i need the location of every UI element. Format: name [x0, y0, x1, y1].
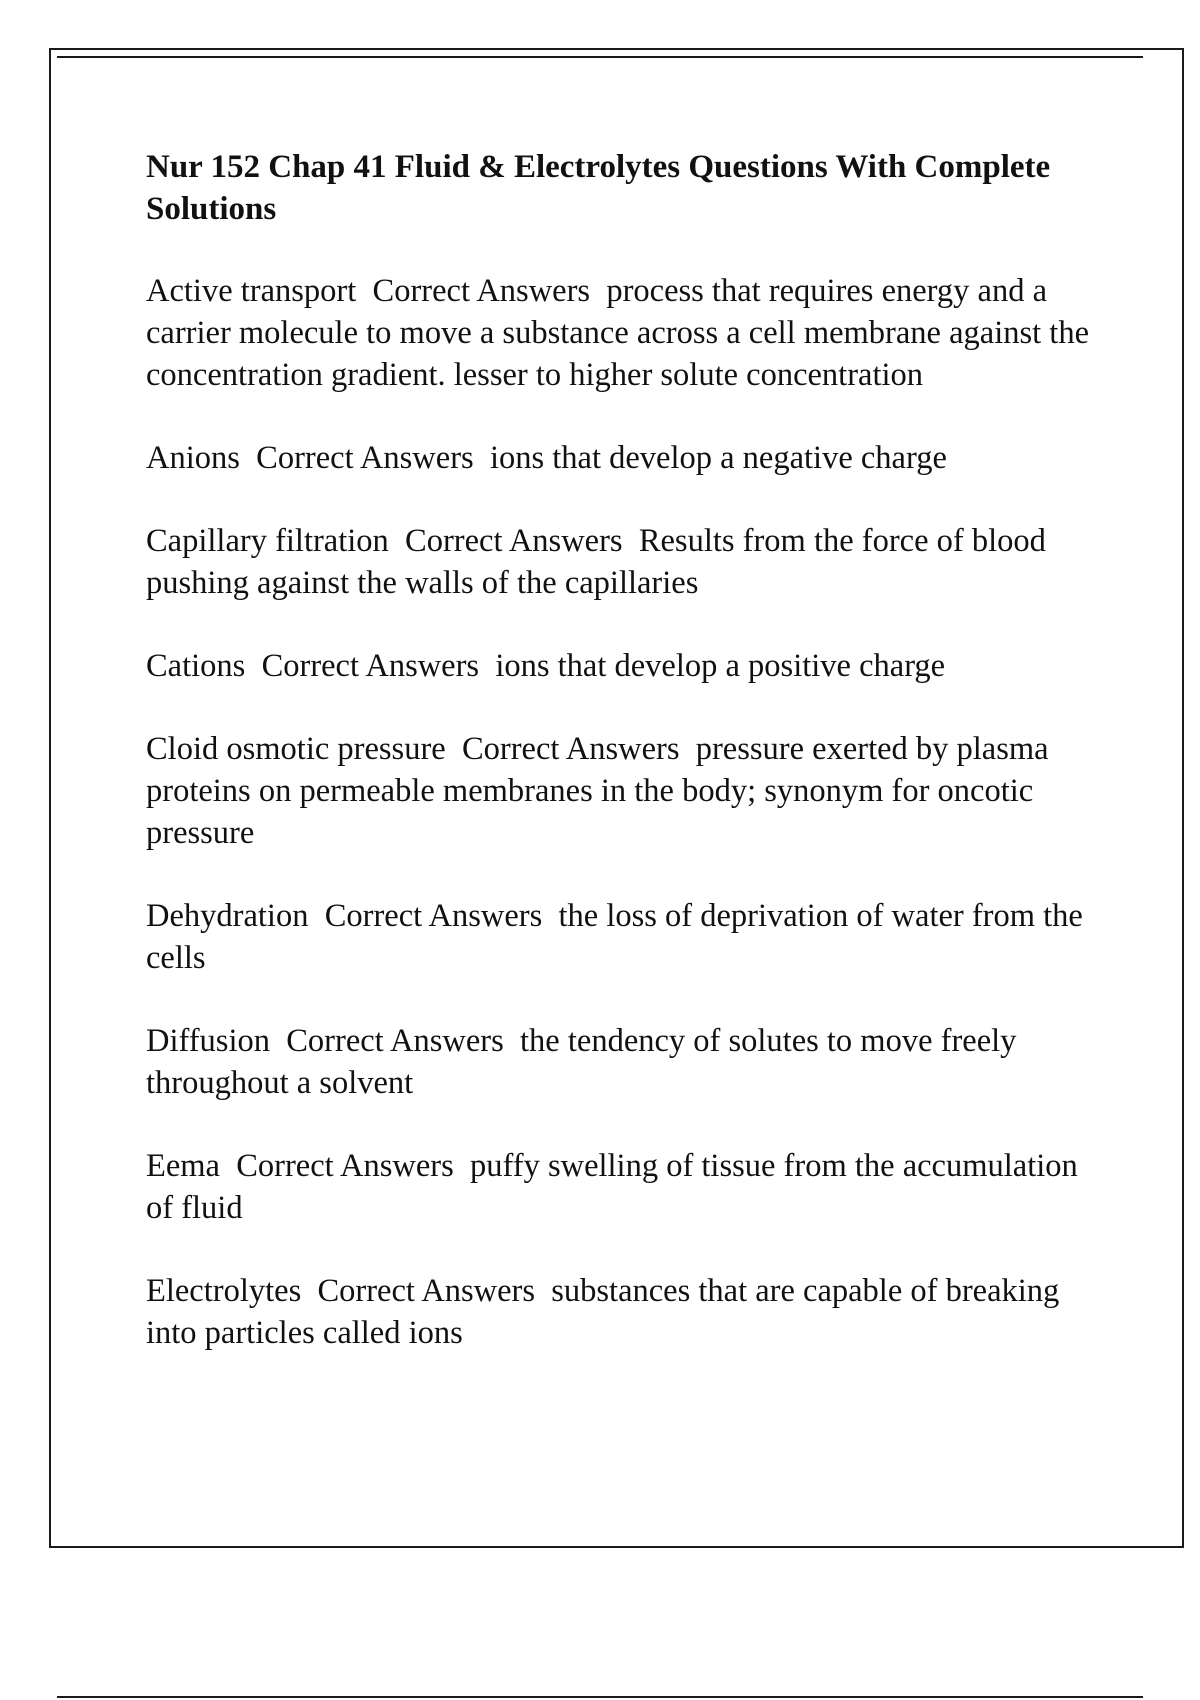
bottom-rule: [57, 1696, 1143, 1698]
entry-capillary-filtration: [146, 520, 1096, 604]
document-title: Nur 152 Chap 41 Fluid & Electrolytes Questions With Complete Solutions: [146, 149, 1051, 227]
entry-cloid-osmotic-pressure: [146, 728, 1096, 854]
top-rule: [57, 56, 1143, 58]
document-body: [146, 146, 1096, 1395]
entry-anions: [146, 437, 1096, 479]
entry-term: Dehydration: [146, 898, 309, 934]
entry-definition: the loss of deprivation of water from the cells: [146, 898, 1091, 976]
entry-term: Active transport: [146, 273, 357, 309]
entry-term: Cations: [146, 648, 246, 684]
entry-definition: the tendency of solutes to move freely throughout a solvent: [146, 1023, 1025, 1101]
entry-cations: [146, 645, 1096, 687]
entry-term: Diffusion: [146, 1023, 270, 1059]
entry-active-transport: [146, 270, 1096, 396]
entry-definition: pressure exerted by plasma proteins on permeable membranes in the body; synonym for oncotic pressure: [146, 731, 1057, 851]
entry-separator: Correct Answers: [270, 1023, 521, 1059]
entry-term: Eema: [146, 1148, 220, 1184]
entry-definition: process that requires energy and a carrier molecule to move a substance across a cell membrane against the concentration gradient. lesser to higher solute concentration: [146, 273, 1098, 393]
entry-diffusion: [146, 1020, 1096, 1104]
entry-separator: Correct Answers: [308, 898, 559, 934]
entry-definition: Results from the force of blood pushing against the walls of the capillaries: [146, 523, 1055, 601]
entry-dehydration: [146, 895, 1096, 979]
entry-definition: ions that develop a negative charge: [489, 440, 947, 476]
entry-separator: Correct Answers: [445, 731, 696, 767]
entry-separator: Correct Answers: [245, 648, 496, 684]
entry-eema: [146, 1145, 1096, 1229]
entry-separator: Correct Answers: [301, 1273, 552, 1309]
entry-definition: ions that develop a positive charge: [495, 648, 946, 684]
entry-separator: Correct Answers: [388, 523, 639, 559]
entry-separator: Correct Answers: [239, 440, 490, 476]
entry-term: Anions: [146, 440, 240, 476]
entry-term: Electrolytes: [146, 1273, 302, 1309]
entry-term: Cloid osmotic pressure: [146, 731, 446, 767]
entry-electrolytes: [146, 1270, 1096, 1354]
entry-definition: substances that are capable of breaking into particles called ions: [146, 1273, 1068, 1351]
entry-term: Capillary filtration: [146, 523, 389, 559]
entry-separator: Correct Answers: [219, 1148, 471, 1184]
entry-definition: puffy swelling of tissue from the accumulation of fluid: [146, 1148, 1086, 1226]
entry-separator: Correct Answers: [356, 273, 607, 309]
